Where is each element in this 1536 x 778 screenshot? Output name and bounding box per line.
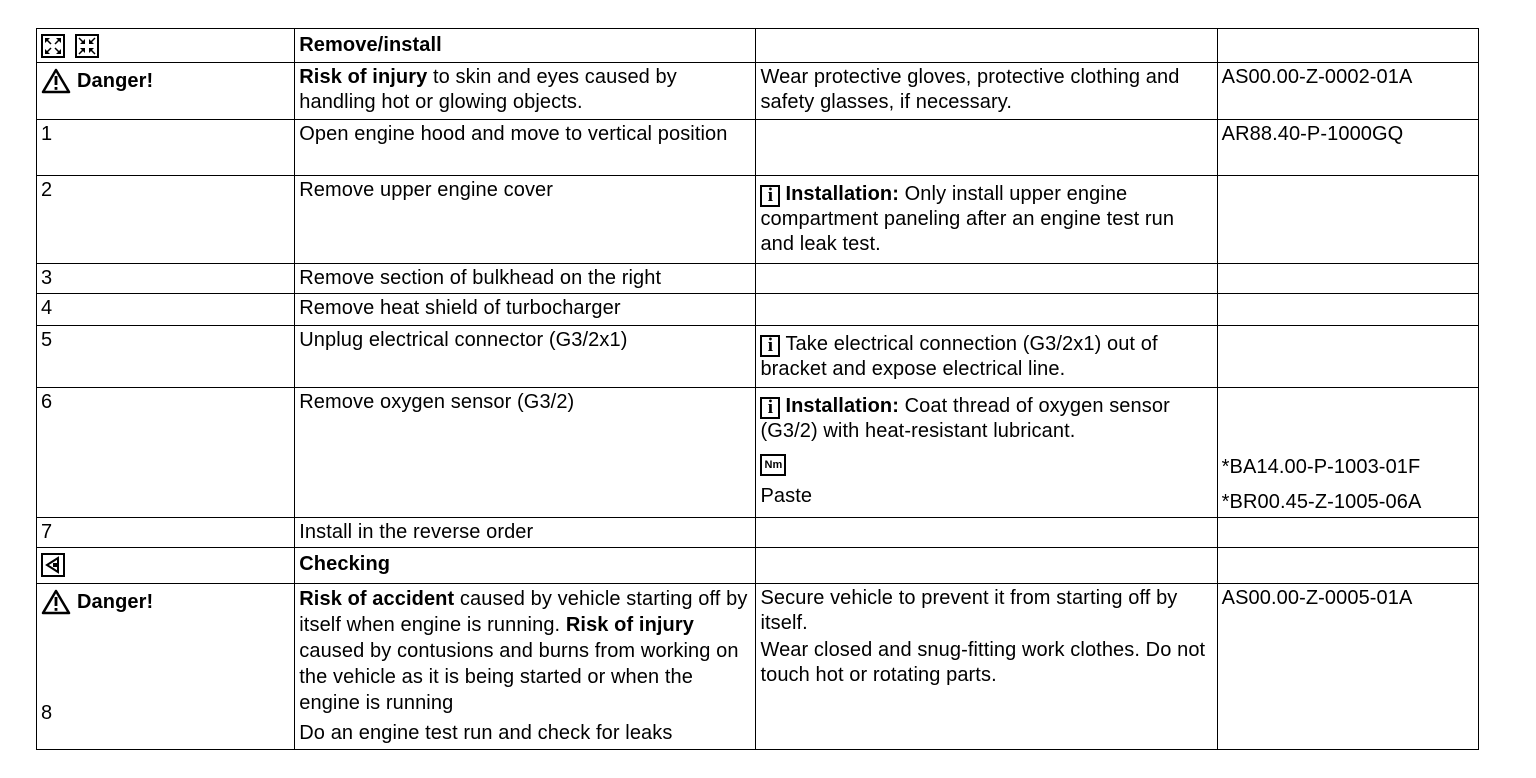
step-text: Remove oxygen sensor (G3/2) xyxy=(295,388,756,518)
step-text: Remove upper engine cover xyxy=(295,176,756,264)
danger-measure: Wear closed and snug-fitting work clothes. Do not touch hot or rotating parts. xyxy=(760,639,1206,686)
info-icon: i xyxy=(760,397,780,419)
empty-cell xyxy=(1217,294,1478,326)
note-bold: Installation: xyxy=(785,183,899,205)
warning-triangle-icon xyxy=(41,589,71,615)
table-row xyxy=(37,264,1479,294)
step-number: 7 xyxy=(37,518,295,548)
risk-text: to skin and eyes caused by handling hot or glowing objects. xyxy=(299,66,677,113)
danger-label: Danger! xyxy=(77,590,154,613)
table-row xyxy=(37,120,1479,176)
empty-cell xyxy=(1217,548,1478,584)
table-row xyxy=(37,294,1479,326)
empty-cell xyxy=(756,29,1217,63)
torque-nm-icon: Nm xyxy=(760,454,786,476)
step-text: Unplug electrical connector (G3/2x1) xyxy=(295,326,756,388)
checking-icon xyxy=(41,553,65,577)
info-icon: i xyxy=(760,185,780,207)
checking-icon-cell xyxy=(37,548,295,584)
danger-ref-link[interactable]: AS00.00-Z-0002-01A xyxy=(1217,63,1478,120)
empty-cell xyxy=(1217,518,1478,548)
note-text: Coat thread of oxygen sensor (G3/2) with heat-resistant lubricant. xyxy=(760,395,1170,442)
step-refs-cell xyxy=(1217,388,1478,518)
risk-text: caused by contusions and burns from working on the vehicle as it is being started or when the engine is running xyxy=(299,640,739,714)
step-text: Remove heat shield of turbocharger xyxy=(295,294,756,326)
step-text: Open engine hood and move to vertical position xyxy=(295,120,756,176)
step-number: 3 xyxy=(37,264,295,294)
danger-cell xyxy=(37,63,295,120)
risk-bold-text: Risk of injury xyxy=(565,614,694,636)
table-row xyxy=(37,518,1479,548)
danger-ref-link[interactable]: AS00.00-Z-0005-01A xyxy=(1217,584,1478,750)
danger-risk-cell xyxy=(295,63,756,120)
risk-bold-text: Risk of injury xyxy=(299,66,428,88)
paste-label: Paste xyxy=(760,485,813,507)
remove-install-icons-cell xyxy=(37,29,295,63)
table-row-remove-install xyxy=(37,29,1479,63)
step-note-cell xyxy=(756,388,1217,518)
empty-cell xyxy=(756,120,1217,176)
empty-cell xyxy=(1217,176,1478,264)
step-note-cell xyxy=(756,176,1217,264)
procedure-table xyxy=(36,28,1479,750)
step-number: 2 xyxy=(37,176,295,264)
install-icon xyxy=(75,34,99,58)
step-number: 6 xyxy=(37,388,295,518)
danger-measure: Wear protective gloves, protective clothing and safety glasses, if necessary. xyxy=(756,63,1217,120)
torque-ref-link[interactable]: *BA14.00-P-1003-01F xyxy=(1221,456,1421,478)
info-icon: i xyxy=(760,335,780,357)
danger-cell xyxy=(37,584,295,750)
empty-cell xyxy=(1217,29,1478,63)
table-row-danger-1 xyxy=(37,63,1479,120)
table-row xyxy=(37,176,1479,264)
empty-cell xyxy=(756,294,1217,326)
step-number: 1 xyxy=(37,120,295,176)
warning-triangle-icon xyxy=(41,68,71,94)
table-row-danger-2 xyxy=(37,584,1479,750)
step-text: Install in the reverse order xyxy=(295,518,756,548)
remove-icon xyxy=(41,34,65,58)
paste-ref-link[interactable]: *BR00.45-Z-1005-06A xyxy=(1221,491,1422,513)
note-text: Only install upper engine compartment paneling after an engine test run and leak test. xyxy=(760,183,1175,255)
empty-cell xyxy=(1217,326,1478,388)
note-bold: Installation: xyxy=(785,395,899,417)
danger-measure: Secure vehicle to prevent it from starting off by itself. xyxy=(760,587,1178,634)
step-note-cell xyxy=(756,326,1217,388)
step-number: 8 xyxy=(41,702,53,724)
step-text: Remove section of bulkhead on the right xyxy=(295,264,756,294)
danger-risk-cell xyxy=(295,584,756,750)
note-text: Take electrical connection (G3/2x1) out of bracket and expose electrical line. xyxy=(760,333,1158,380)
empty-cell xyxy=(756,548,1217,584)
table-row xyxy=(37,326,1479,388)
remove-install-heading: Remove/install xyxy=(295,29,756,63)
checking-heading: Checking xyxy=(295,548,756,584)
step-number: 4 xyxy=(37,294,295,326)
step-ref-link[interactable]: AR88.40-P-1000GQ xyxy=(1217,120,1478,176)
empty-cell xyxy=(756,264,1217,294)
danger-measure-cell xyxy=(756,584,1217,750)
danger-label: Danger! xyxy=(77,69,154,92)
empty-cell xyxy=(756,518,1217,548)
empty-cell xyxy=(1217,264,1478,294)
risk-text: caused by vehicle starting off by itself when engine is running. xyxy=(299,588,748,636)
step-text: Do an engine test run and check for leaks xyxy=(299,722,673,744)
risk-bold-text: Risk of accident xyxy=(299,588,455,610)
table-row xyxy=(37,388,1479,518)
table-row-checking xyxy=(37,548,1479,584)
step-number: 5 xyxy=(37,326,295,388)
